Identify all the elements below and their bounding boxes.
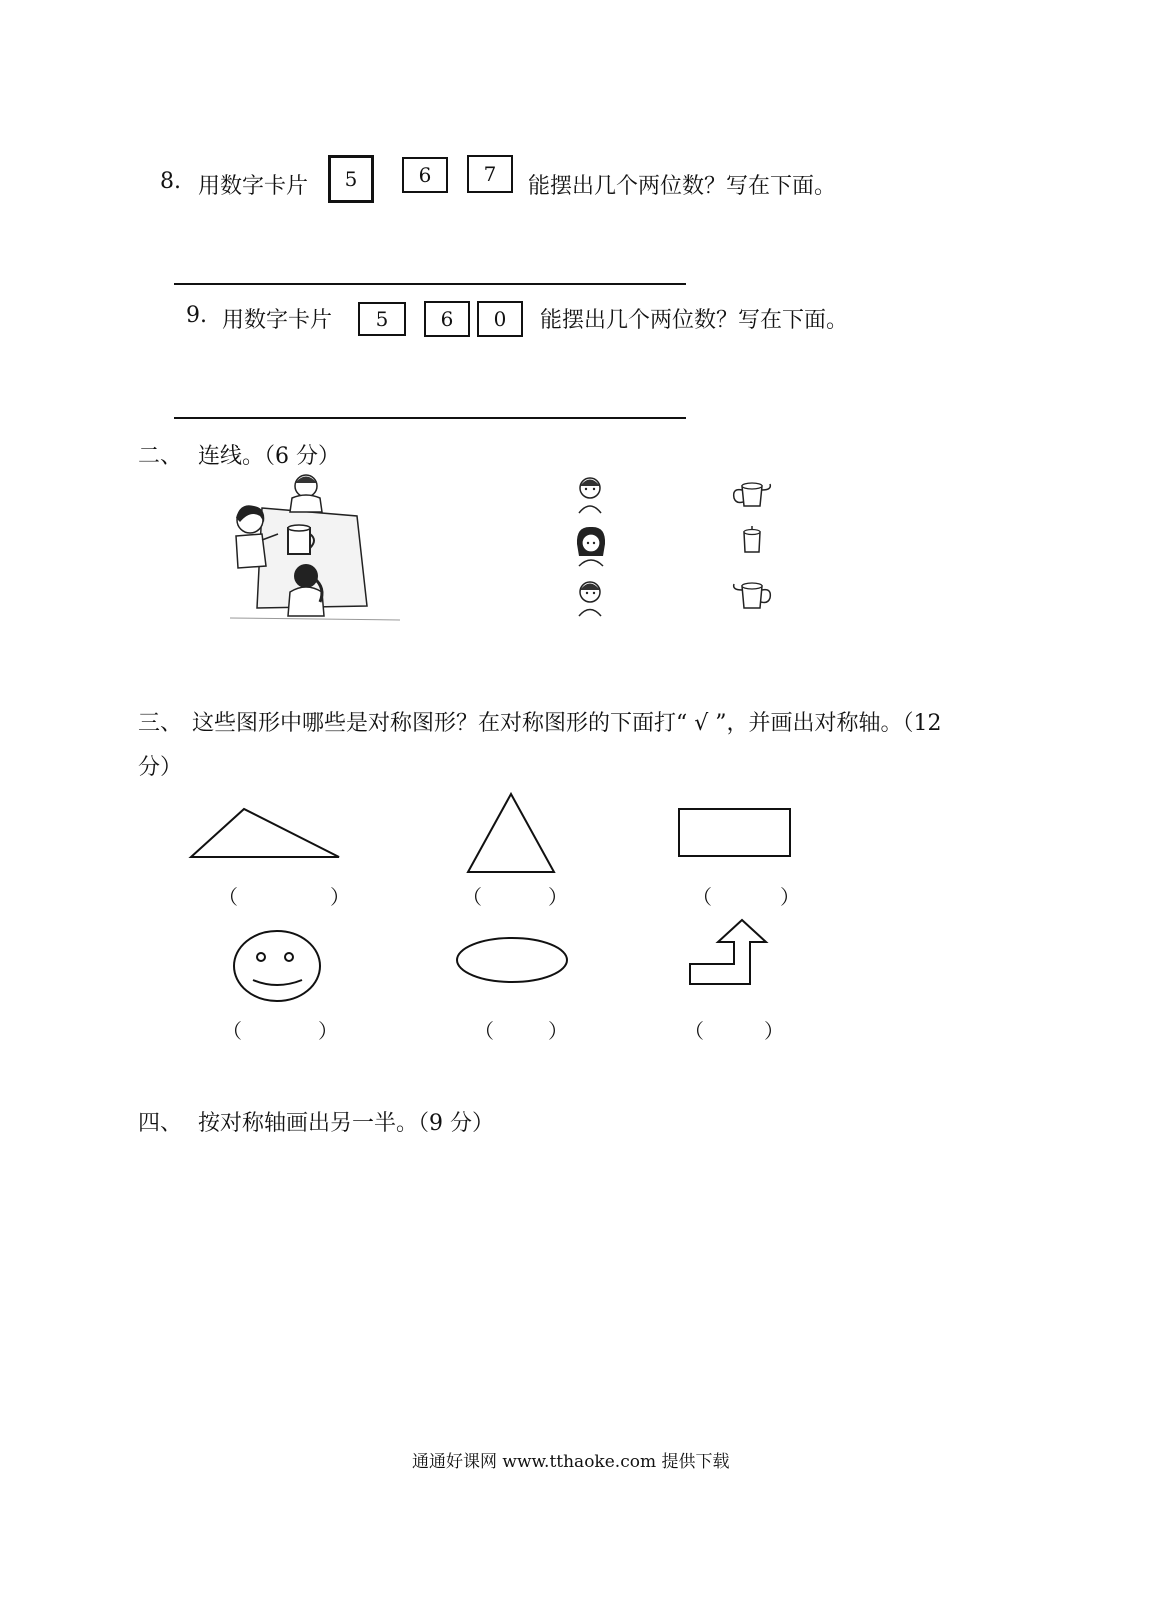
answer-paren-2-open: （ [462,885,482,909]
answer-paren-1-close: ） [330,885,350,909]
section2-title: 连线。（6 分） [198,444,340,469]
child-view-girl-icon [570,524,612,568]
section4-title: 按对称轴画出另一半。（9 分） [198,1111,494,1136]
answer-paren-6-close: ） [764,1019,784,1043]
page-footer: 通通好课网 www.tthaoke.com 提供下载 [412,1452,730,1472]
q8-prefix: 用数字卡片 [198,174,309,199]
answer-paren-2-close: ） [548,885,568,909]
cup-view-front-icon [734,522,770,558]
cup-view-handle-right-icon [726,576,776,614]
section2-label: 二、 [138,444,183,469]
q9-card-1: 5 [358,302,406,336]
ellipse-shape [453,934,571,986]
answer-paren-3-close: ） [780,885,800,909]
answer-paren-4-close: ） [318,1019,338,1043]
answer-paren-5-open: （ [474,1019,494,1043]
q9-suffix: 能摆出几个两位数？写在下面。 [540,308,849,333]
smiley-face-shape [230,928,324,1004]
q9-answer-line [174,417,686,419]
q9-number: 9. [186,303,207,328]
table-scene-illustration [222,468,402,628]
section3-title: 这些图形中哪些是对称图形？在对称图形的下面打“ √ ”，并画出对称轴。（12 [192,711,942,736]
answer-paren-6-open: （ [684,1019,704,1043]
q9-prefix: 用数字卡片 [222,308,333,333]
isosceles-triangle-shape [464,791,558,875]
q8-card-2: 6 [402,157,448,193]
bent-arrow-shape [686,916,770,988]
q8-card-3: 7 [467,155,513,193]
q8-number: 8. [160,169,181,194]
q8-answer-line [174,283,686,285]
child-view-boy-side-icon [570,576,610,618]
section4-label: 四、 [138,1111,183,1136]
cup-view-handle-left-icon [728,476,776,512]
answer-paren-5-close: ） [548,1019,568,1043]
scalene-triangle-shape [188,806,342,860]
answer-paren-1-open: （ [218,885,238,909]
q8-card-1: 5 [328,155,374,203]
answer-paren-3-open: （ [692,885,712,909]
section3-label: 三、 [138,711,183,736]
section3-title-cont: 分） [138,755,183,780]
child-view-boy-icon [570,473,610,515]
q9-card-2: 6 [424,301,470,337]
answer-paren-4-open: （ [222,1019,242,1043]
q9-card-3: 0 [477,301,523,337]
q8-suffix: 能摆出几个两位数？写在下面。 [528,174,837,199]
rectangle-shape [676,806,794,860]
